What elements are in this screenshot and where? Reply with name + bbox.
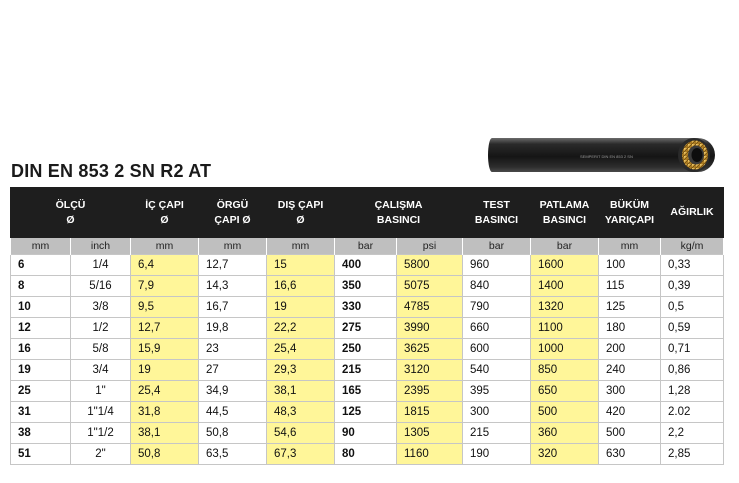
unit-cell: mm	[131, 238, 199, 255]
size-mm-cell: 38	[11, 423, 71, 444]
braid-diameter-cell: 23	[199, 339, 267, 360]
table-row	[11, 444, 724, 465]
working-pressure-psi-cell: 4785	[397, 297, 463, 318]
size-inch-cell: 3/4	[71, 360, 131, 381]
weight-cell: 2,85	[661, 444, 724, 465]
size-mm-cell: 12	[11, 318, 71, 339]
test-pressure-cell: 790	[463, 297, 531, 318]
braid-diameter-cell: 44,5	[199, 402, 267, 423]
test-pressure-cell: 960	[463, 255, 531, 276]
working-pressure-psi-cell: 1305	[397, 423, 463, 444]
table-row	[11, 423, 724, 444]
unit-cell: kg/m	[661, 238, 724, 255]
burst-pressure-cell: 1320	[531, 297, 599, 318]
header-burst-pressure: PATLAMA BASINCI	[531, 187, 599, 238]
weight-cell: 0,59	[661, 318, 724, 339]
weight-cell: 0,71	[661, 339, 724, 360]
size-inch-cell: 1/4	[71, 255, 131, 276]
table-row	[11, 402, 724, 423]
inner-diameter-cell: 50,8	[131, 444, 199, 465]
bend-radius-cell: 115	[599, 276, 661, 297]
bend-radius-cell: 420	[599, 402, 661, 423]
bend-radius-cell: 300	[599, 381, 661, 402]
inner-diameter-cell: 9,5	[131, 297, 199, 318]
bend-radius-cell: 240	[599, 360, 661, 381]
inner-diameter-cell: 25,4	[131, 381, 199, 402]
unit-cell: psi	[397, 238, 463, 255]
weight-cell: 1,28	[661, 381, 724, 402]
working-pressure-bar-cell: 400	[335, 255, 397, 276]
table-row	[11, 318, 724, 339]
table-row	[11, 360, 724, 381]
braid-diameter-cell: 19,8	[199, 318, 267, 339]
burst-pressure-cell: 500	[531, 402, 599, 423]
size-mm-cell: 6	[11, 255, 71, 276]
braid-diameter-cell: 34,9	[199, 381, 267, 402]
size-mm-cell: 16	[11, 339, 71, 360]
test-pressure-cell: 190	[463, 444, 531, 465]
outer-diameter-cell: 54,6	[267, 423, 335, 444]
table-header-row	[11, 187, 724, 238]
unit-cell: mm	[199, 238, 267, 255]
braid-diameter-cell: 12,7	[199, 255, 267, 276]
braid-diameter-cell: 16,7	[199, 297, 267, 318]
size-mm-cell: 25	[11, 381, 71, 402]
working-pressure-psi-cell: 1160	[397, 444, 463, 465]
inner-diameter-cell: 31,8	[131, 402, 199, 423]
unit-cell: bar	[463, 238, 531, 255]
header-outer-diameter: DIŞ ÇAPI Ø	[267, 187, 335, 238]
size-inch-cell: 1"	[71, 381, 131, 402]
burst-pressure-cell: 360	[531, 423, 599, 444]
header-bend-radius: BÜKÜM YARIÇAPI	[599, 187, 661, 238]
outer-diameter-cell: 19	[267, 297, 335, 318]
unit-cell: bar	[335, 238, 397, 255]
size-inch-cell: 3/8	[71, 297, 131, 318]
working-pressure-bar-cell: 125	[335, 402, 397, 423]
unit-cell: mm	[267, 238, 335, 255]
working-pressure-psi-cell: 3120	[397, 360, 463, 381]
hose-spec-table	[10, 187, 724, 465]
test-pressure-cell: 600	[463, 339, 531, 360]
outer-diameter-cell: 48,3	[267, 402, 335, 423]
header-inner-diameter: İÇ ÇAPI Ø	[131, 187, 199, 238]
header-braid-diameter: ÖRGÜ ÇAPI Ø	[199, 187, 267, 238]
burst-pressure-cell: 1400	[531, 276, 599, 297]
outer-diameter-cell: 22,2	[267, 318, 335, 339]
weight-cell: 2.02	[661, 402, 724, 423]
braid-diameter-cell: 63,5	[199, 444, 267, 465]
table-units-row	[11, 238, 724, 255]
size-inch-cell: 1"1/2	[71, 423, 131, 444]
working-pressure-bar-cell: 250	[335, 339, 397, 360]
working-pressure-psi-cell: 2395	[397, 381, 463, 402]
size-inch-cell: 1"1/4	[71, 402, 131, 423]
test-pressure-cell: 660	[463, 318, 531, 339]
outer-diameter-cell: 16,6	[267, 276, 335, 297]
size-inch-cell: 5/8	[71, 339, 131, 360]
inner-diameter-cell: 6,4	[131, 255, 199, 276]
table-row	[11, 381, 724, 402]
working-pressure-bar-cell: 90	[335, 423, 397, 444]
working-pressure-bar-cell: 215	[335, 360, 397, 381]
weight-cell: 2,2	[661, 423, 724, 444]
table-row	[11, 339, 724, 360]
braid-diameter-cell: 14,3	[199, 276, 267, 297]
burst-pressure-cell: 1000	[531, 339, 599, 360]
unit-cell: mm	[599, 238, 661, 255]
burst-pressure-cell: 1600	[531, 255, 599, 276]
hose-print-text: SEMPERIT DIN EN 853 2 SN	[580, 154, 633, 159]
braid-diameter-cell: 27	[199, 360, 267, 381]
unit-cell: bar	[531, 238, 599, 255]
test-pressure-cell: 395	[463, 381, 531, 402]
burst-pressure-cell: 1100	[531, 318, 599, 339]
outer-diameter-cell: 38,1	[267, 381, 335, 402]
inner-diameter-cell: 7,9	[131, 276, 199, 297]
outer-diameter-cell: 29,3	[267, 360, 335, 381]
working-pressure-psi-cell: 1815	[397, 402, 463, 423]
table-row	[11, 297, 724, 318]
burst-pressure-cell: 650	[531, 381, 599, 402]
test-pressure-cell: 300	[463, 402, 531, 423]
working-pressure-bar-cell: 330	[335, 297, 397, 318]
size-mm-cell: 10	[11, 297, 71, 318]
weight-cell: 0,39	[661, 276, 724, 297]
working-pressure-psi-cell: 5075	[397, 276, 463, 297]
working-pressure-bar-cell: 350	[335, 276, 397, 297]
inner-diameter-cell: 38,1	[131, 423, 199, 444]
working-pressure-bar-cell: 165	[335, 381, 397, 402]
working-pressure-bar-cell: 80	[335, 444, 397, 465]
size-mm-cell: 8	[11, 276, 71, 297]
test-pressure-cell: 215	[463, 423, 531, 444]
page-title: DIN EN 853 2 SN R2 AT	[11, 161, 212, 181]
bend-radius-cell: 630	[599, 444, 661, 465]
size-mm-cell: 51	[11, 444, 71, 465]
outer-diameter-cell: 67,3	[267, 444, 335, 465]
weight-cell: 0,33	[661, 255, 724, 276]
inner-diameter-cell: 19	[131, 360, 199, 381]
bend-radius-cell: 100	[599, 255, 661, 276]
size-mm-cell: 19	[11, 360, 71, 381]
bend-radius-cell: 125	[599, 297, 661, 318]
working-pressure-psi-cell: 5800	[397, 255, 463, 276]
bend-radius-cell: 500	[599, 423, 661, 444]
braid-diameter-cell: 50,8	[199, 423, 267, 444]
burst-pressure-cell: 320	[531, 444, 599, 465]
table-row	[11, 276, 724, 297]
header-working-pressure: ÇALIŞMA BASINCI	[335, 187, 463, 238]
inner-diameter-cell: 15,9	[131, 339, 199, 360]
bend-radius-cell: 180	[599, 318, 661, 339]
bend-radius-cell: 200	[599, 339, 661, 360]
working-pressure-psi-cell: 3990	[397, 318, 463, 339]
header-weight: AĞIRLIK	[661, 187, 724, 238]
header-size: ÖLÇÜ Ø	[11, 187, 131, 238]
unit-cell: inch	[71, 238, 131, 255]
burst-pressure-cell: 850	[531, 360, 599, 381]
hydraulic-hose-image	[484, 132, 720, 178]
weight-cell: 0,5	[661, 297, 724, 318]
weight-cell: 0,86	[661, 360, 724, 381]
working-pressure-psi-cell: 3625	[397, 339, 463, 360]
table-body	[11, 255, 724, 465]
header-test-pressure: TEST BASINCI	[463, 187, 531, 238]
test-pressure-cell: 540	[463, 360, 531, 381]
size-mm-cell: 31	[11, 402, 71, 423]
outer-diameter-cell: 25,4	[267, 339, 335, 360]
test-pressure-cell: 840	[463, 276, 531, 297]
size-inch-cell: 2"	[71, 444, 131, 465]
working-pressure-bar-cell: 275	[335, 318, 397, 339]
size-inch-cell: 1/2	[71, 318, 131, 339]
size-inch-cell: 5/16	[71, 276, 131, 297]
unit-cell: mm	[11, 238, 71, 255]
inner-diameter-cell: 12,7	[131, 318, 199, 339]
table-row	[11, 255, 724, 276]
outer-diameter-cell: 15	[267, 255, 335, 276]
